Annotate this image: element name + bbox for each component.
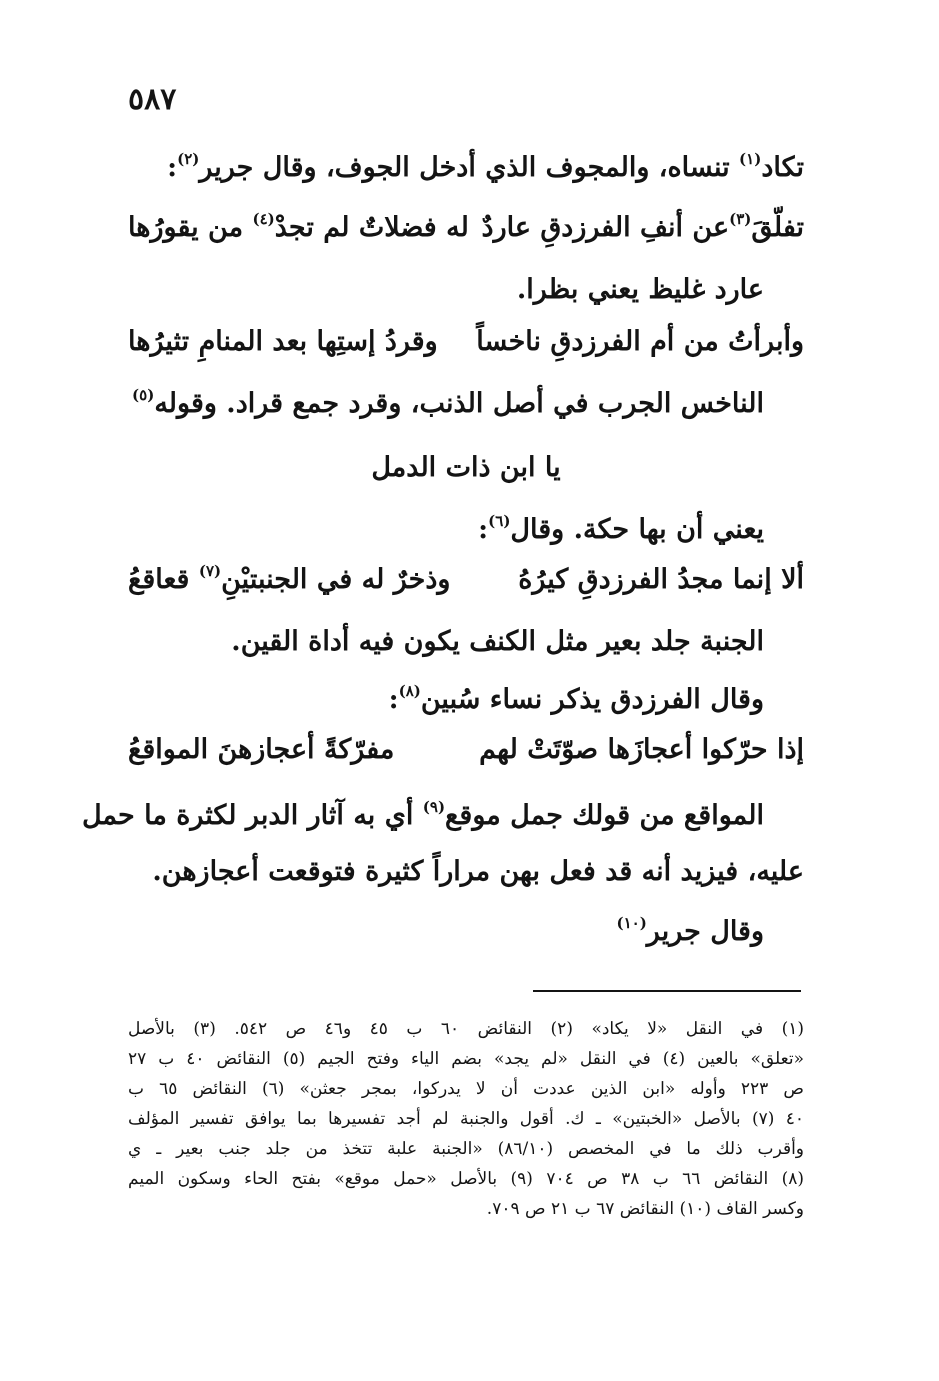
verse-3-second-hemistich: وذخرٌ له في الجنبتيْنِ$^{(٧)}$ قعاقعُ [128, 562, 451, 595]
page-number: ٥٨٧ [128, 82, 177, 117]
footnote-line: ٤٠ (٧) بالأصل «الخبتين» ـ ك. أقول والجنبة لم أجد تفسيرها بما يوافق تفسير المؤلف [128, 1109, 804, 1129]
verse-2-first-hemistich: وأبرأتُ من أم الفرزدقِ ناخساً [476, 326, 804, 357]
footnote-ref: (٧) [198, 562, 222, 580]
footnote-line: (٨) النقائض ٦٦ ب ٣٨ ص ٧٠٤ (٩) بالأصل «حمل موقع» بفتح الحاء وسكون الميم [128, 1169, 804, 1189]
body-line-6: الجنبة جلد بعير مثل الكنف يكون فيه أداة القين. [231, 626, 764, 657]
footnote-ref: (٤) [252, 210, 275, 228]
footnote-ref: (٥) [132, 386, 155, 404]
verse-1-second-hemistich: له فضلاتٌ لم تجدْ$^{(٤)}$ من يقورُها [128, 210, 469, 243]
footnote-ref: (٩) [422, 798, 446, 816]
footnote-ref: (١٠) [616, 914, 647, 932]
body-line-3: الناخس الجرب في أصل الذنب، وقرد جمع قراد. وقوله$^{(٥)}$ [132, 386, 764, 419]
verse-2 [128, 322, 804, 366]
body-line-5: يعني أن بها حكة. وقال$^{(٦)}$: [478, 512, 764, 545]
footnote-ref: (٦) [488, 512, 511, 530]
body-line-8: المواقع من قولك جمل موقع$^{(٩)}$ أي به آثار الدبر لكثرة ما حمل [81, 798, 764, 831]
verse-2-second-hemistich: وقردُ إستِها بعد المنامِ تثيرُها [128, 326, 438, 357]
body-line-1: تكاد$^{(١)}$ تنساه، والمجوف الذي أدخل الجوف، وقال جرير$^{(٢)}$: [167, 150, 804, 183]
footnote-line: وأقرب ذلك ما في المخصص (٨٦/١٠) «الجنبة علبة تتخذ من جلد جنب بعير ـ ي [128, 1139, 805, 1159]
verse-1 [128, 208, 804, 252]
footnote-ref: (٢) [177, 150, 200, 168]
body-line-2: عارد غليظ يعني بظرا. [516, 274, 764, 305]
footnote-line: ص ٢٢٣ وأوله «ابن الذين عددت أن لا يدركوا، بمجر جعثن» (٦) النقائض ٦٥ ب [128, 1079, 804, 1099]
footnote-line: وكسر القاف (١٠) النقائض ٦٧ ب ٢١ ص ٧٠٩. [486, 1199, 804, 1219]
footnote-ref: (٨) [398, 682, 421, 700]
footnote-line: «تعلق» بالعين (٤) في النقل «لم يجد» بضم الياء وفتح الجيم (٥) النقائض ٤٠ ب ٢٧ [128, 1049, 805, 1069]
verse-4-second-hemistich: مفرّكةً أعجازهنَ المواقعُ [128, 734, 395, 765]
body-line-10: وقال جرير$^{(١٠)}$ [616, 914, 764, 947]
footnote-separator [533, 990, 801, 992]
body-line-4: يا ابن ذات الدمل [371, 452, 561, 483]
verse-3 [128, 560, 804, 604]
verse-4 [128, 730, 804, 774]
body-line-9: عليه، فيزيد أنه قد فعل بهن مراراً كثيرة فتوقعت أعجازهن. [152, 856, 804, 887]
footnote-line: (١) في النقل «لا يكاد» (٢) النقائض ٦٠ ب ٤٥ و٤٦ ص ٥٤٢. (٣) بالأصل [128, 1019, 804, 1039]
footnote-ref: (١) [739, 150, 762, 168]
verse-1-first-hemistich: تفلّقَ$^{(٣)}$عن أنفِ الفرزدقِ عاردٌ [481, 210, 804, 243]
body-line-7: وقال الفرزدق يذكر نساء سُبين$^{(٨)}$: [388, 682, 764, 715]
verse-3-first-hemistich: ألا إنما مجدُ الفرزدقِ كيرُهُ [518, 564, 804, 595]
verse-4-first-hemistich: إذا حرّكوا أعجازَها صوّتَتْ لهم [479, 734, 804, 765]
footnote-ref: (٣) [729, 210, 752, 228]
